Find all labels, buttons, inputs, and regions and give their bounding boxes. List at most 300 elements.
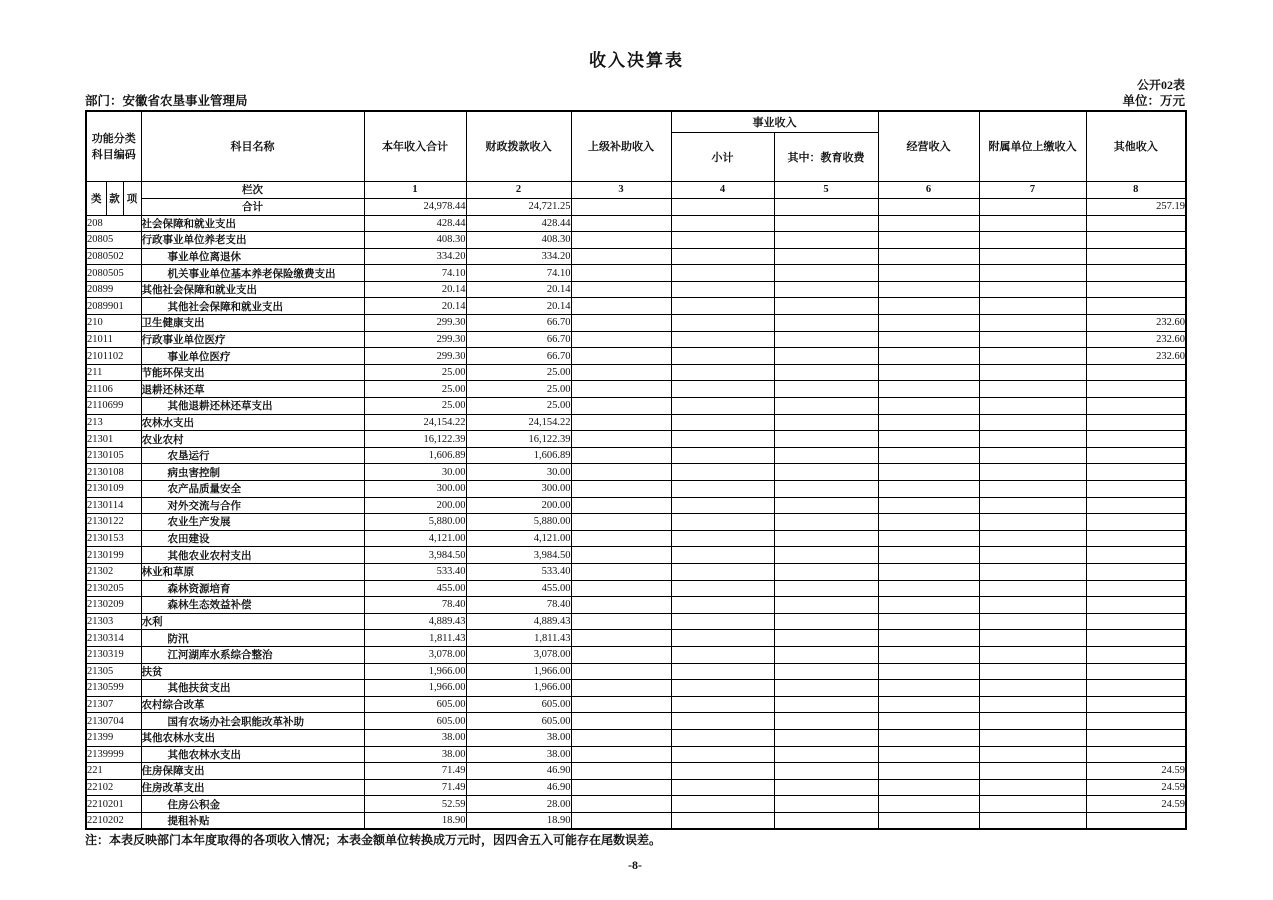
row-value: 334.20	[466, 248, 571, 265]
row-name: 住房保障支出	[141, 763, 364, 780]
row-value	[671, 381, 774, 398]
table-code-label: 公开02表	[1136, 78, 1185, 92]
meta-row	[85, 93, 1185, 109]
row-name: 其他退耕还林还草支出	[141, 398, 364, 415]
row-value	[979, 464, 1086, 481]
row-value	[979, 414, 1086, 431]
row-value	[671, 663, 774, 680]
row-value: 78.40	[466, 597, 571, 614]
row-value: 232.60	[1086, 331, 1186, 348]
row-value	[774, 746, 878, 763]
row-value	[774, 481, 878, 498]
row-value	[774, 630, 878, 647]
row-code: 2139999	[86, 746, 141, 763]
row-value	[878, 597, 979, 614]
row-value	[878, 447, 979, 464]
row-name: 卫生健康支出	[141, 315, 364, 332]
row-value	[979, 547, 1086, 564]
row-value	[979, 481, 1086, 498]
row-name: 其他农林水支出	[141, 729, 364, 746]
row-value: 1,966.00	[364, 680, 466, 697]
row-value	[878, 563, 979, 580]
row-name: 江河湖库水系综合整治	[141, 646, 364, 663]
row-value: 25.00	[364, 381, 466, 398]
row-value	[1086, 447, 1186, 464]
row-value: 1,966.00	[466, 680, 571, 697]
row-value	[979, 563, 1086, 580]
row-value	[878, 729, 979, 746]
row-value	[774, 431, 878, 448]
row-value	[878, 281, 979, 298]
row-value	[671, 348, 774, 365]
row-value	[1086, 265, 1186, 282]
row-value	[979, 796, 1086, 813]
row-value	[1086, 497, 1186, 514]
row-value	[571, 729, 671, 746]
row-value	[671, 547, 774, 564]
row-name: 农垦运行	[141, 447, 364, 464]
row-code: 2080502	[86, 248, 141, 265]
row-value: 455.00	[466, 580, 571, 597]
row-name: 社会保障和就业支出	[141, 215, 364, 232]
row-value	[979, 331, 1086, 348]
row-value: 200.00	[466, 497, 571, 514]
row-value	[571, 497, 671, 514]
column-number-1: 1	[364, 181, 466, 198]
row-value	[671, 613, 774, 630]
row-value: 66.70	[466, 348, 571, 365]
row-value: 3,984.50	[466, 547, 571, 564]
row-value	[671, 680, 774, 697]
row-value: 3,078.00	[466, 646, 571, 663]
header-code-lei: 类	[86, 181, 106, 215]
row-value	[878, 331, 979, 348]
row-value	[1086, 696, 1186, 713]
row-value	[774, 613, 878, 630]
row-value	[671, 563, 774, 580]
table-row	[86, 646, 1186, 663]
row-value	[878, 381, 979, 398]
row-value	[979, 215, 1086, 232]
row-value	[571, 481, 671, 498]
row-value: 71.49	[364, 779, 466, 796]
row-value	[774, 232, 878, 249]
table-row	[86, 215, 1186, 232]
row-value	[979, 779, 1086, 796]
header-education-fee: 其中：教育收费	[774, 132, 878, 181]
column-number-7: 7	[979, 181, 1086, 198]
row-value	[1086, 298, 1186, 315]
row-value	[774, 580, 878, 597]
row-value: 30.00	[466, 464, 571, 481]
row-name: 农田建设	[141, 530, 364, 547]
row-name: 其他社会保障和就业支出	[141, 298, 364, 315]
row-value	[571, 364, 671, 381]
row-name: 森林生态效益补偿	[141, 597, 364, 614]
row-name: 节能环保支出	[141, 364, 364, 381]
row-value	[774, 447, 878, 464]
row-value: 16,122.39	[466, 431, 571, 448]
row-value	[1086, 563, 1186, 580]
row-code: 2210201	[86, 796, 141, 813]
row-value	[671, 464, 774, 481]
row-code: 2130205	[86, 580, 141, 597]
row-value	[671, 812, 774, 829]
row-name: 事业单位离退休	[141, 248, 364, 265]
row-value: 30.00	[364, 464, 466, 481]
row-value	[878, 613, 979, 630]
row-value	[878, 298, 979, 315]
row-value: 605.00	[364, 713, 466, 730]
row-value	[878, 680, 979, 697]
row-value	[774, 563, 878, 580]
row-value: 20.14	[466, 298, 571, 315]
table-row	[86, 464, 1186, 481]
row-value	[671, 713, 774, 730]
header-code-group-line1: 功能分类	[91, 133, 136, 146]
total-value-4	[671, 198, 774, 215]
row-value	[1086, 812, 1186, 829]
row-name: 其他农林水支出	[141, 746, 364, 763]
table-row	[86, 248, 1186, 265]
table-row	[86, 514, 1186, 531]
row-value	[1086, 646, 1186, 663]
row-name: 林业和草原	[141, 563, 364, 580]
row-name: 事业单位医疗	[141, 348, 364, 365]
row-value	[1086, 530, 1186, 547]
row-value: 232.60	[1086, 315, 1186, 332]
row-value	[671, 364, 774, 381]
row-value	[774, 331, 878, 348]
row-value: 20.14	[466, 281, 571, 298]
row-value	[671, 298, 774, 315]
row-value: 24,154.22	[364, 414, 466, 431]
row-value	[878, 364, 979, 381]
row-code: 22102	[86, 779, 141, 796]
row-value	[1086, 547, 1186, 564]
row-value: 299.30	[364, 315, 466, 332]
row-value	[878, 713, 979, 730]
row-value	[774, 348, 878, 365]
row-code: 2130114	[86, 497, 141, 514]
row-value	[571, 646, 671, 663]
row-value: 25.00	[364, 364, 466, 381]
row-value	[774, 547, 878, 564]
table-row	[86, 331, 1186, 348]
row-value	[1086, 630, 1186, 647]
row-code: 211	[86, 364, 141, 381]
row-value	[671, 265, 774, 282]
total-value-2: 24,721.25	[466, 198, 571, 215]
row-value	[671, 281, 774, 298]
row-value	[571, 779, 671, 796]
row-value: 18.90	[364, 812, 466, 829]
row-value	[774, 281, 878, 298]
row-value	[1086, 281, 1186, 298]
row-value: 3,078.00	[364, 646, 466, 663]
row-name: 对外交流与合作	[141, 497, 364, 514]
table-row	[86, 414, 1186, 431]
table-row	[86, 431, 1186, 448]
row-value	[979, 663, 1086, 680]
row-value	[878, 232, 979, 249]
total-value-1: 24,978.44	[364, 198, 466, 215]
row-value	[571, 331, 671, 348]
row-value	[878, 348, 979, 365]
table-row	[86, 613, 1186, 630]
header-lanci: 栏次	[141, 181, 364, 198]
row-name: 退耕还林还草	[141, 381, 364, 398]
row-value	[671, 696, 774, 713]
row-value	[979, 746, 1086, 763]
row-value	[571, 381, 671, 398]
table-row	[86, 281, 1186, 298]
column-number-2: 2	[466, 181, 571, 198]
row-value: 24.59	[1086, 796, 1186, 813]
header-code-xiang: 项	[123, 181, 141, 215]
row-value	[774, 364, 878, 381]
row-value: 408.30	[364, 232, 466, 249]
row-value: 66.70	[466, 315, 571, 332]
row-code: 20805	[86, 232, 141, 249]
row-value	[571, 315, 671, 332]
row-value: 28.00	[466, 796, 571, 813]
row-value	[979, 729, 1086, 746]
row-code: 2110699	[86, 398, 141, 415]
row-value: 74.10	[466, 265, 571, 282]
total-value-3	[571, 198, 671, 215]
row-value	[671, 414, 774, 431]
table-row	[86, 530, 1186, 547]
row-value: 605.00	[466, 713, 571, 730]
table-row	[86, 232, 1186, 249]
row-value	[878, 464, 979, 481]
row-value	[979, 265, 1086, 282]
row-value	[774, 398, 878, 415]
row-value	[979, 680, 1086, 697]
row-value	[571, 298, 671, 315]
row-value: 1,811.43	[466, 630, 571, 647]
row-value	[571, 763, 671, 780]
row-value	[571, 613, 671, 630]
row-code: 21301	[86, 431, 141, 448]
row-value: 25.00	[466, 398, 571, 415]
table-body	[86, 215, 1186, 829]
row-code: 2130108	[86, 464, 141, 481]
table-row	[86, 381, 1186, 398]
row-value	[979, 298, 1086, 315]
row-name: 其他农业农村支出	[141, 547, 364, 564]
total-value-6	[878, 198, 979, 215]
row-code: 2130319	[86, 646, 141, 663]
page-number: -8-	[628, 857, 642, 872]
row-name: 农业生产发展	[141, 514, 364, 531]
row-value: 46.90	[466, 763, 571, 780]
header-code-group-line2: 科目编码	[91, 149, 136, 162]
row-value	[878, 812, 979, 829]
row-value	[571, 663, 671, 680]
row-name: 提租补贴	[141, 812, 364, 829]
row-value	[979, 630, 1086, 647]
row-value	[671, 597, 774, 614]
row-value: 299.30	[364, 331, 466, 348]
row-value	[671, 630, 774, 647]
row-value	[1086, 215, 1186, 232]
table-row	[86, 812, 1186, 829]
row-code: 2130209	[86, 597, 141, 614]
row-value	[979, 497, 1086, 514]
row-value	[1086, 232, 1186, 249]
row-value	[571, 414, 671, 431]
row-value	[1086, 364, 1186, 381]
row-name: 农产品质量安全	[141, 481, 364, 498]
row-value	[1086, 680, 1186, 697]
row-code: 2130153	[86, 530, 141, 547]
table-row	[86, 481, 1186, 498]
row-code: 210	[86, 315, 141, 332]
row-value: 46.90	[466, 779, 571, 796]
row-value	[671, 779, 774, 796]
table-row	[86, 315, 1186, 332]
table-row	[86, 547, 1186, 564]
unit-label: 单位：万元	[1122, 94, 1185, 108]
row-value: 1,966.00	[364, 663, 466, 680]
row-value: 232.60	[1086, 348, 1186, 365]
revenue-table	[85, 110, 1187, 830]
table-row	[86, 597, 1186, 614]
row-value: 4,121.00	[364, 530, 466, 547]
row-value	[774, 265, 878, 282]
row-value	[878, 746, 979, 763]
table-row	[86, 663, 1186, 680]
row-value: 605.00	[364, 696, 466, 713]
row-value	[774, 381, 878, 398]
row-value	[671, 431, 774, 448]
row-value	[571, 281, 671, 298]
row-value	[979, 447, 1086, 464]
row-name: 机关事业单位基本养老保险缴费支出	[141, 265, 364, 282]
row-value	[878, 530, 979, 547]
row-value	[1086, 464, 1186, 481]
row-value	[774, 464, 878, 481]
row-code: 221	[86, 763, 141, 780]
row-code: 2130122	[86, 514, 141, 531]
row-value: 71.49	[364, 763, 466, 780]
row-value: 299.30	[364, 348, 466, 365]
row-value: 38.00	[466, 746, 571, 763]
row-value	[671, 248, 774, 265]
row-value	[774, 729, 878, 746]
row-code: 21303	[86, 613, 141, 630]
column-index-row	[86, 181, 1186, 198]
row-value: 18.90	[466, 812, 571, 829]
row-name: 水利	[141, 613, 364, 630]
table-row	[86, 696, 1186, 713]
row-value	[1086, 597, 1186, 614]
row-value	[671, 530, 774, 547]
row-code: 21302	[86, 563, 141, 580]
row-value: 428.44	[466, 215, 571, 232]
row-value	[878, 514, 979, 531]
row-value: 24.59	[1086, 779, 1186, 796]
document-content	[85, 78, 1185, 873]
row-value	[878, 315, 979, 332]
row-value: 38.00	[364, 729, 466, 746]
row-value	[571, 464, 671, 481]
table-row	[86, 364, 1186, 381]
row-value: 1,811.43	[364, 630, 466, 647]
row-name: 国有农场办社会职能改革补助	[141, 713, 364, 730]
total-value-5	[774, 198, 878, 215]
row-value	[979, 763, 1086, 780]
row-value: 300.00	[364, 481, 466, 498]
row-value	[571, 398, 671, 415]
row-value: 4,889.43	[466, 613, 571, 630]
row-value	[1086, 381, 1186, 398]
row-value	[571, 812, 671, 829]
row-value	[979, 281, 1086, 298]
row-value	[774, 763, 878, 780]
table-row	[86, 563, 1186, 580]
row-value	[774, 497, 878, 514]
row-code: 2130704	[86, 713, 141, 730]
row-code: 2080505	[86, 265, 141, 282]
row-value	[774, 248, 878, 265]
row-value	[878, 646, 979, 663]
row-value: 52.59	[364, 796, 466, 813]
row-value	[774, 812, 878, 829]
row-value	[774, 779, 878, 796]
row-code: 21307	[86, 696, 141, 713]
row-name: 农村综合改革	[141, 696, 364, 713]
row-value	[1086, 663, 1186, 680]
row-value: 24.59	[1086, 763, 1186, 780]
row-value	[878, 265, 979, 282]
row-value: 4,121.00	[466, 530, 571, 547]
table-row	[86, 779, 1186, 796]
row-value	[774, 646, 878, 663]
row-code: 213	[86, 414, 141, 431]
row-value	[878, 696, 979, 713]
row-value	[774, 796, 878, 813]
row-value	[671, 315, 774, 332]
row-value	[878, 630, 979, 647]
row-name: 行政事业单位医疗	[141, 331, 364, 348]
row-value	[571, 696, 671, 713]
row-value	[774, 597, 878, 614]
row-value	[571, 514, 671, 531]
table-row	[86, 680, 1186, 697]
total-value-7	[979, 198, 1086, 215]
row-value	[1086, 398, 1186, 415]
row-value	[571, 746, 671, 763]
row-value	[571, 265, 671, 282]
row-value	[979, 597, 1086, 614]
header-total-income: 本年收入合计	[364, 111, 466, 181]
table-row	[86, 729, 1186, 746]
total-row	[86, 198, 1186, 215]
column-number-3: 3	[571, 181, 671, 198]
row-name: 病虫害控制	[141, 464, 364, 481]
header-code-group	[86, 111, 141, 181]
row-name: 住房改革支出	[141, 779, 364, 796]
row-value	[774, 530, 878, 547]
row-value	[774, 315, 878, 332]
table-row	[86, 630, 1186, 647]
row-value	[1086, 248, 1186, 265]
table-row	[86, 298, 1186, 315]
table-row	[86, 796, 1186, 813]
